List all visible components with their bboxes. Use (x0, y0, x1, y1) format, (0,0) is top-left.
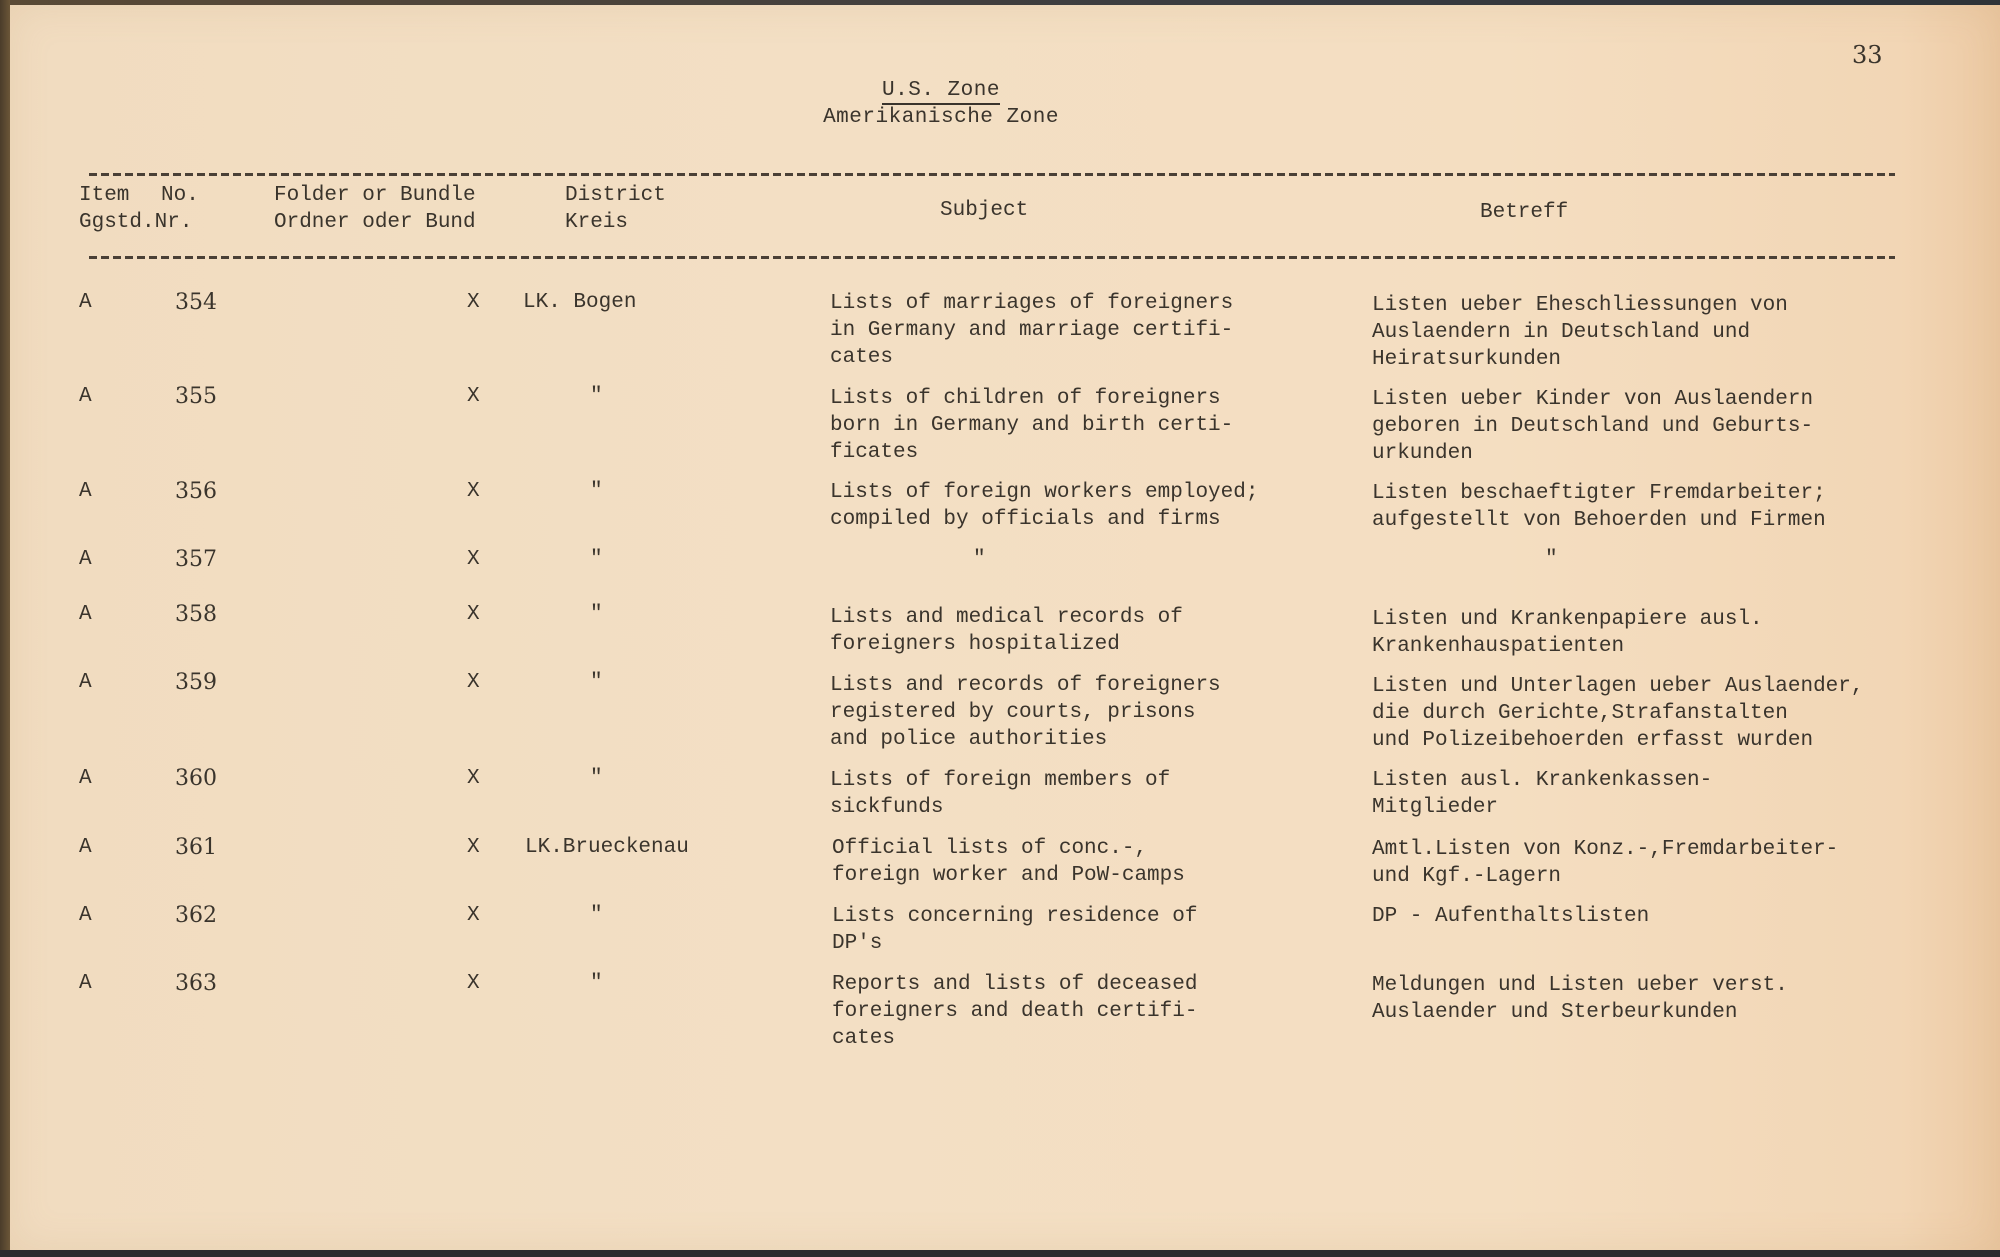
row-item: A (79, 767, 92, 790)
row-betreff-line: aufgestellt von Behoerden und Firmen (1372, 509, 1826, 532)
header-bottom-rule (89, 256, 1895, 259)
header-no-en: No. (161, 184, 199, 207)
row-betreff-line: und Polizeibehoerden erfasst wurden (1372, 729, 1814, 752)
row-folder: X (467, 548, 480, 571)
row-subject-line: foreigners and death certifi- (832, 1000, 1198, 1023)
row-betreff-line: DP - Aufenthaltslisten (1372, 905, 1650, 928)
row-folder: X (467, 291, 480, 314)
row-folder: X (467, 836, 480, 859)
row-number: 355 (175, 384, 217, 409)
row-folder: X (467, 972, 480, 995)
row-subject-line: born in Germany and birth certi- (830, 414, 1234, 437)
row-subject-line: Reports and lists of deceased (832, 973, 1198, 996)
row-subject-line: registered by courts, prisons (830, 701, 1196, 724)
row-subject-line: Lists of foreign workers employed; (830, 481, 1259, 504)
row-subject-line: Lists of foreign members of (830, 769, 1171, 792)
row-betreff-line: " (1545, 548, 1558, 571)
row-subject-line: in Germany and marriage certifi- (830, 319, 1234, 342)
row-betreff-line: Listen beschaeftigter Fremdarbeiter; (1372, 482, 1826, 505)
scan-left-edge (0, 0, 10, 1257)
row-betreff-line: und Kgf.-Lagern (1372, 865, 1562, 888)
row-district: LK. Bogen (523, 291, 637, 314)
row-subject-line: ficates (830, 441, 919, 464)
row-folder: X (467, 385, 480, 408)
row-subject-line: Lists of marriages of foreigners (830, 292, 1234, 315)
row-district: " (590, 548, 603, 571)
header-folder-en: Folder or Bundle (274, 184, 476, 207)
row-betreff-line: urkunden (1372, 442, 1473, 465)
header-district-de: Kreis (565, 211, 629, 234)
row-folder: X (467, 904, 480, 927)
row-betreff-line: Auslaendern in Deutschland und (1372, 321, 1751, 344)
row-number: 363 (175, 971, 217, 996)
row-subject-line: Lists and records of foreigners (830, 674, 1221, 697)
row-district: " (590, 385, 603, 408)
row-betreff-line: Krankenhauspatienten (1372, 635, 1625, 658)
row-item: A (79, 603, 92, 626)
row-betreff-line: Mitglieder (1372, 796, 1499, 819)
row-folder: X (467, 767, 480, 790)
scan-bottom-edge (0, 1250, 2000, 1257)
row-item: A (79, 972, 92, 995)
row-item: A (79, 385, 92, 408)
row-district: " (590, 904, 603, 927)
row-district: " (590, 972, 603, 995)
row-number: 360 (175, 766, 217, 791)
row-subject-line: sickfunds (830, 796, 944, 819)
row-item: A (79, 480, 92, 503)
page-subtitle: Amerikanische Zone (823, 106, 1059, 129)
document-page (10, 5, 2000, 1250)
row-number: 356 (175, 479, 217, 504)
row-item: A (79, 291, 92, 314)
header-subject: Subject (940, 199, 1029, 222)
row-betreff-line: Listen ausl. Krankenkassen- (1372, 769, 1713, 792)
row-item: A (79, 671, 92, 694)
row-folder: X (467, 671, 480, 694)
row-subject-line: Lists concerning residence of (832, 905, 1198, 928)
row-subject-line: " (973, 548, 986, 571)
row-number: 362 (175, 903, 217, 928)
row-district: " (590, 603, 603, 626)
header-district-en: District (565, 184, 666, 207)
header-item-de: Ggstd.Nr. (79, 211, 193, 234)
row-folder: X (467, 480, 480, 503)
row-betreff-line: die durch Gerichte,Strafanstalten (1372, 702, 1788, 725)
header-folder-de: Ordner oder Bund (274, 211, 476, 234)
row-item: A (79, 548, 92, 571)
row-number: 361 (175, 835, 217, 860)
row-betreff-line: Listen und Krankenpapiere ausl. (1372, 608, 1763, 631)
page-title (10, 79, 1872, 102)
row-item: A (79, 836, 92, 859)
row-district: " (590, 671, 603, 694)
row-number: 357 (175, 547, 217, 572)
row-subject-line: and police authorities (830, 728, 1108, 751)
row-subject-line: cates (832, 1027, 896, 1050)
header-betreff: Betreff (1480, 201, 1569, 224)
row-subject-line: Lists of children of foreigners (830, 387, 1221, 410)
row-subject-line: Official lists of conc.-, (832, 837, 1148, 860)
page-number: 33 (1852, 41, 1883, 69)
row-betreff-line: Heiratsurkunden (1372, 348, 1562, 371)
header-top-rule (89, 173, 1895, 176)
row-subject-line: cates (830, 346, 894, 369)
row-betreff-line: Auslaender und Sterbeurkunden (1372, 1001, 1738, 1024)
row-betreff-line: Listen ueber Kinder von Auslaendern (1372, 388, 1814, 411)
row-district: LK.Brueckenau (525, 836, 689, 859)
row-subject-line: DP's (832, 932, 883, 955)
row-district: " (590, 767, 603, 790)
row-number: 359 (175, 670, 217, 695)
row-subject-line: foreign worker and PoW-camps (832, 864, 1185, 887)
row-item: A (79, 904, 92, 927)
row-betreff-line: Amtl.Listen von Konz.-,Fremdarbeiter- (1372, 838, 1839, 861)
row-subject-line: compiled by officials and firms (830, 508, 1221, 531)
row-subject-line: Lists and medical records of (830, 606, 1183, 629)
row-district: " (590, 480, 603, 503)
row-number: 354 (175, 290, 217, 315)
row-betreff-line: Listen und Unterlagen ueber Auslaender, (1372, 675, 1864, 698)
row-betreff-line: Meldungen und Listen ueber verst. (1372, 974, 1788, 997)
header-item-en: Item (79, 184, 130, 207)
row-folder: X (467, 603, 480, 626)
row-betreff-line: Listen ueber Eheschliessungen von (1372, 294, 1788, 317)
row-subject-line: foreigners hospitalized (830, 633, 1120, 656)
page-title-text: U.S. Zone (882, 79, 1000, 105)
row-betreff-line: geboren in Deutschland und Geburts- (1372, 415, 1814, 438)
row-number: 358 (175, 602, 217, 627)
